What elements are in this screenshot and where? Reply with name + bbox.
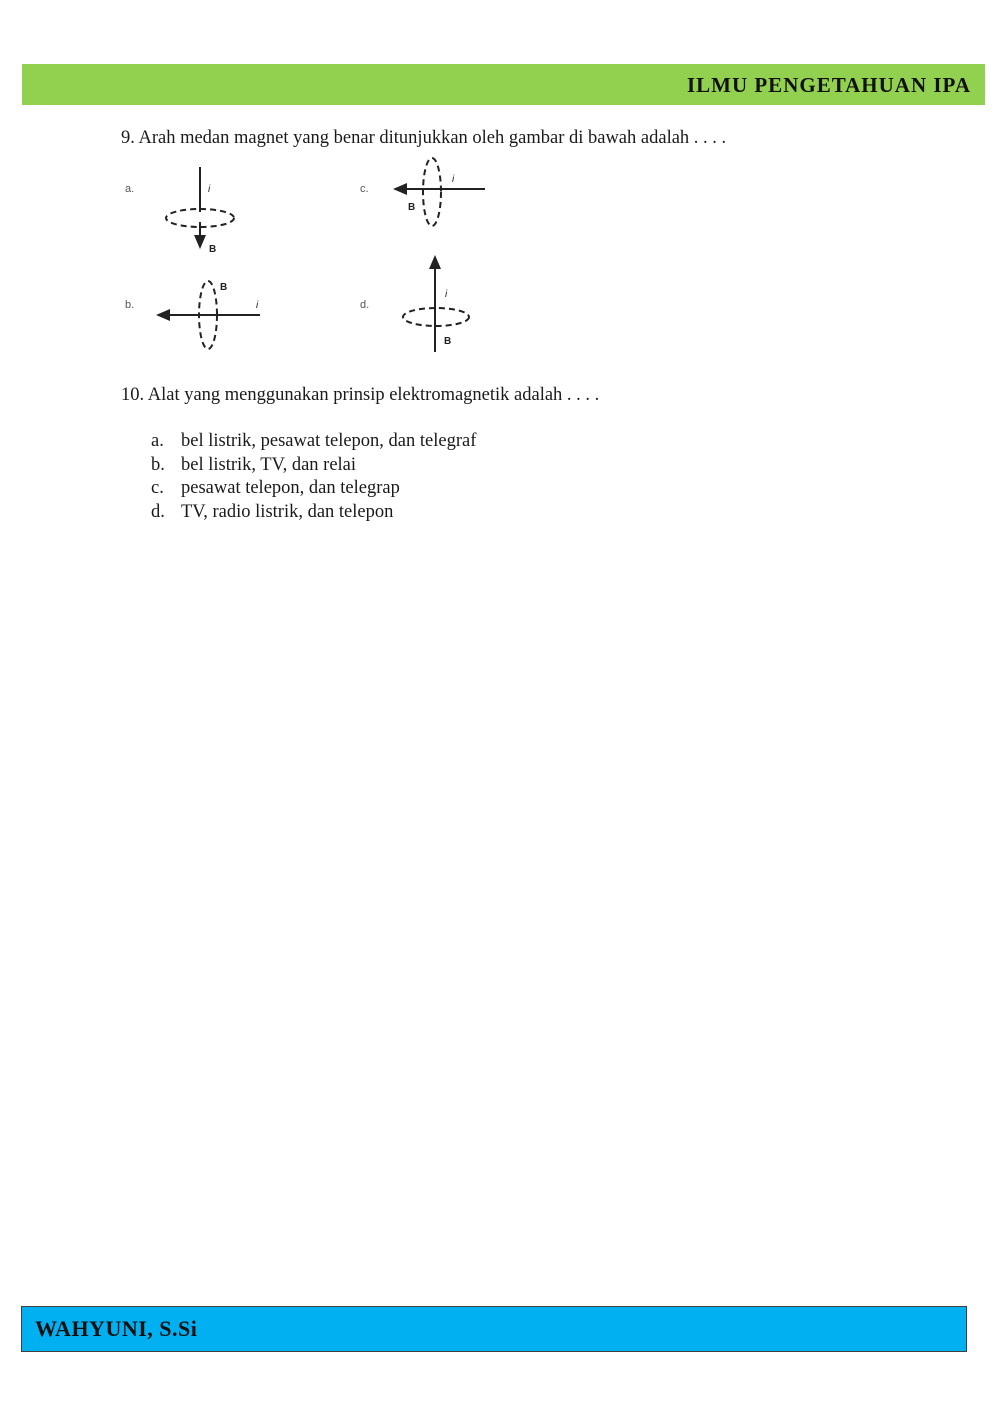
figure-d-current: i xyxy=(445,289,448,300)
option-c[interactable] xyxy=(151,477,476,501)
header-title: ILMU PENGETAHUAN IPA xyxy=(686,73,971,97)
option-b[interactable] xyxy=(151,454,476,478)
question-9-text: 9. Arah medan magnet yang benar ditunjukkan oleh gambar di bawah adalah . . . . xyxy=(121,128,727,148)
option-d[interactable] xyxy=(151,501,476,525)
figure-a-field: B xyxy=(209,244,217,255)
option-a[interactable] xyxy=(151,430,476,454)
option-text: bel listrik, TV, dan relai xyxy=(181,454,357,475)
question-10-options xyxy=(151,430,476,524)
option-letter: a. xyxy=(151,431,164,451)
footer-bar xyxy=(21,1306,967,1352)
header-bar xyxy=(22,64,985,105)
figure-a-current: i xyxy=(208,184,211,195)
option-text: bel listrik, pesawat telepon, dan telegraf xyxy=(181,431,477,451)
figure-a-label: a. xyxy=(125,183,135,195)
figure-c-label: c. xyxy=(360,183,369,195)
figure-c xyxy=(360,158,485,226)
option-text: TV, radio listrik, dan telepon xyxy=(181,501,394,522)
figure-d xyxy=(360,257,469,352)
option-letter: d. xyxy=(151,501,165,522)
option-letter: c. xyxy=(151,478,164,498)
figure-b-field: B xyxy=(220,282,228,293)
footer-author: WAHYUNI, S.Si xyxy=(35,1316,198,1341)
figure-d-field: B xyxy=(444,336,452,347)
figure-b-current: i xyxy=(256,300,259,311)
question-10-text: 10. Alat yang menggunakan prinsip elektromagnetik adalah . . . . xyxy=(121,385,600,405)
figure-b xyxy=(125,281,260,349)
figure-c-field: B xyxy=(408,202,416,213)
option-letter: b. xyxy=(151,454,165,475)
option-text: pesawat telepon, dan telegrap xyxy=(181,478,400,498)
figure-c-current: i xyxy=(452,174,455,185)
figure-a xyxy=(125,167,234,255)
figure-d-label: d. xyxy=(360,299,370,311)
figure-b-label: b. xyxy=(125,299,135,311)
magnetic-field-figures xyxy=(120,152,500,362)
